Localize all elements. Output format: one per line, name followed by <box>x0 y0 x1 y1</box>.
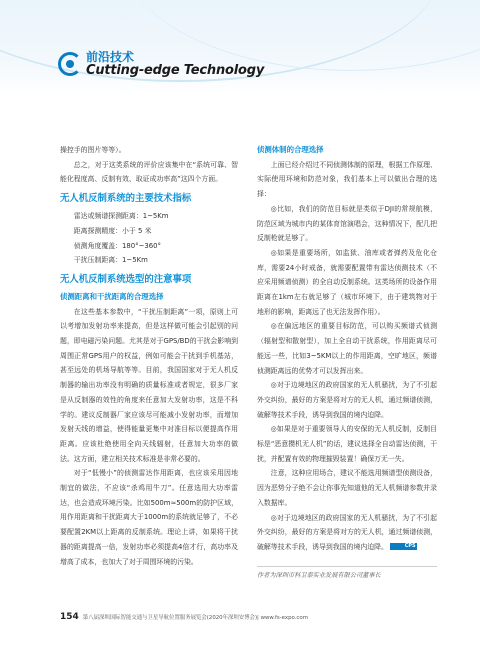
spec-item: 侦测角度覆盖：180°~360° <box>73 241 161 250</box>
spec-item: 干扰压制距离：1~5Km <box>73 256 148 265</box>
page-header <box>0 0 480 95</box>
page-number: 154 <box>60 612 79 622</box>
subsection-heading: 侦测距离和干扰距离的合理选择 <box>60 291 164 301</box>
paragraph: ◎比如，我们的防范目标就是类似于DJI的常规航模，防范区域为城市内的某体育馆演唱会，这种情况下，配几把反制枪就足够了。 <box>257 204 437 243</box>
paragraph: 注意，这种应用场合，建议不能选用频谱型侦测设备，因为恶势分子绝不会让你事先知道他的无人机频谱参数并录入数据库。 <box>257 469 437 507</box>
spec-item: 雷达或频谱探测距离：1~5Km <box>73 212 169 221</box>
paragraph-text: ◎对于边境地区的政府国家的无人机骚扰，为了不引起外交纠纷，最好的方案是将对方的无人机，通过频谱侦测，破解等技术手段，诱导到我国的境内迫降。 <box>257 513 437 551</box>
paragraph: ◎如果是重要场所，如监狱、油库或者弹药及危化仓库，需要24小时戒备，就需要配置带有雷达侦测技术（不应采用频谱侦测）的全自动反制系统。这类场所的设备作用距离在1km左右就足够了（城市环境下，由于建筑物对于地形的影响，距离远了也无法发挥作用）。 <box>257 248 437 316</box>
spec-list <box>60 209 238 268</box>
paragraph: ◎对于边境地区的政府国家的无人机骚扰，为了不引起外交纠纷，最好的方案是将对方的无人机，通过频谱侦测，破解等技术手段，诱导到我国的境内迫降。 <box>257 381 437 419</box>
section-heading: 无人机反制系统的主要技术指标 <box>60 193 192 205</box>
spec-item: 距离探测精度：小于 5 米 <box>73 226 152 235</box>
end-mark-icon: CPS <box>390 543 417 550</box>
author-note: 作者为深圳市科卫泰实业发展有限公司董事长 <box>257 566 437 584</box>
paragraph: 上面已经介绍过不同侦测体制的原理，根据工作原理、实际使用环境和防范对象，我们基本上可以做出合理的选择： <box>257 160 437 199</box>
category-title-zh: 前沿技术 <box>86 50 135 64</box>
left-column <box>60 143 238 569</box>
paragraph: 对于“低慢小”的侦测雷达作用距离，也应该采用因地制宜的做法，不应该“杀鸡用牛刀”。任意选用大功率雷达，也会造成环境污染。比如500m≈500m的防护区域，用作用距离和干扰距离大于1000m的系统就足够了，不必要配置2KM以上距离的反制系统。理论上讲，如果将干扰器的距离提高一倍，发射功率必须提高4倍才行，高功率及增高了成本，也加大了对于周围环境的污染。 <box>60 469 238 566</box>
c-logo-icon <box>58 52 82 76</box>
page-footer <box>60 612 308 622</box>
paragraph: 操控手的图片等等）。 <box>60 146 126 154</box>
paragraph: ◎如果是对于重要领导人的安保的无人机反制，反制目标是“恶意攒机无人机”的话，建议选择全自动雷达侦测，干扰，并配置有效的物理摧毁装置！确保万无一失。 <box>257 425 437 463</box>
paragraph: 总之，对于这类系统的评价应该集中在“系统可靠、智能化程度高、反制有效、取证成功率高”这四个方面。 <box>60 160 238 184</box>
paragraph-last <box>257 511 437 555</box>
paragraph: 在这些基本参数中，“干扰压制距离”一项，原则上可以考增加发射功率来提高，但是这样做可能会引起别的问题，即电磁污染问题。尤其是对于GPS/BD的干扰会影响到周围正常GPS用户的权益，例如可能会干扰到手机基站，甚至远处的机场导航等等。目前，我国国家对于无人机反制器的输出功率没有明确的质量标准或者规定，很多厂家是从反制器的效性的角度来任意加大发射功率，这是不科学的。建议反制器厂家应该尽可能减小发射功率，而增加发射天线的增益，使得能量更集中对准目标以便提高作用距离。应该杜绝使用全向天线辐射，任意加大功率的做法。这方面，建立相关技术标准是非常必要的。 <box>60 307 238 463</box>
footer-text: 第八届深圳国际智能交通与卫星导航位置服务展览会(2020年深圳安博会)| www.fs-expo.com <box>82 615 308 621</box>
right-column <box>257 143 437 583</box>
paragraph: ◎在偏远地区的重要目标防范，可以购买频谱式侦测（辐射型和散射型），加上全自动干扰系统，作用距离尽可能远一些，比如3~5KM以上的作用距离，空旷地区，频谱侦测距离远的优势才可以发挥出来。 <box>257 322 437 375</box>
category-title-en: Cutting-edge Technology <box>86 63 265 78</box>
subsection-heading: 侦测体制的合理选择 <box>257 145 324 154</box>
section-heading: 无人机反制系统选型的注意事项 <box>60 273 192 285</box>
